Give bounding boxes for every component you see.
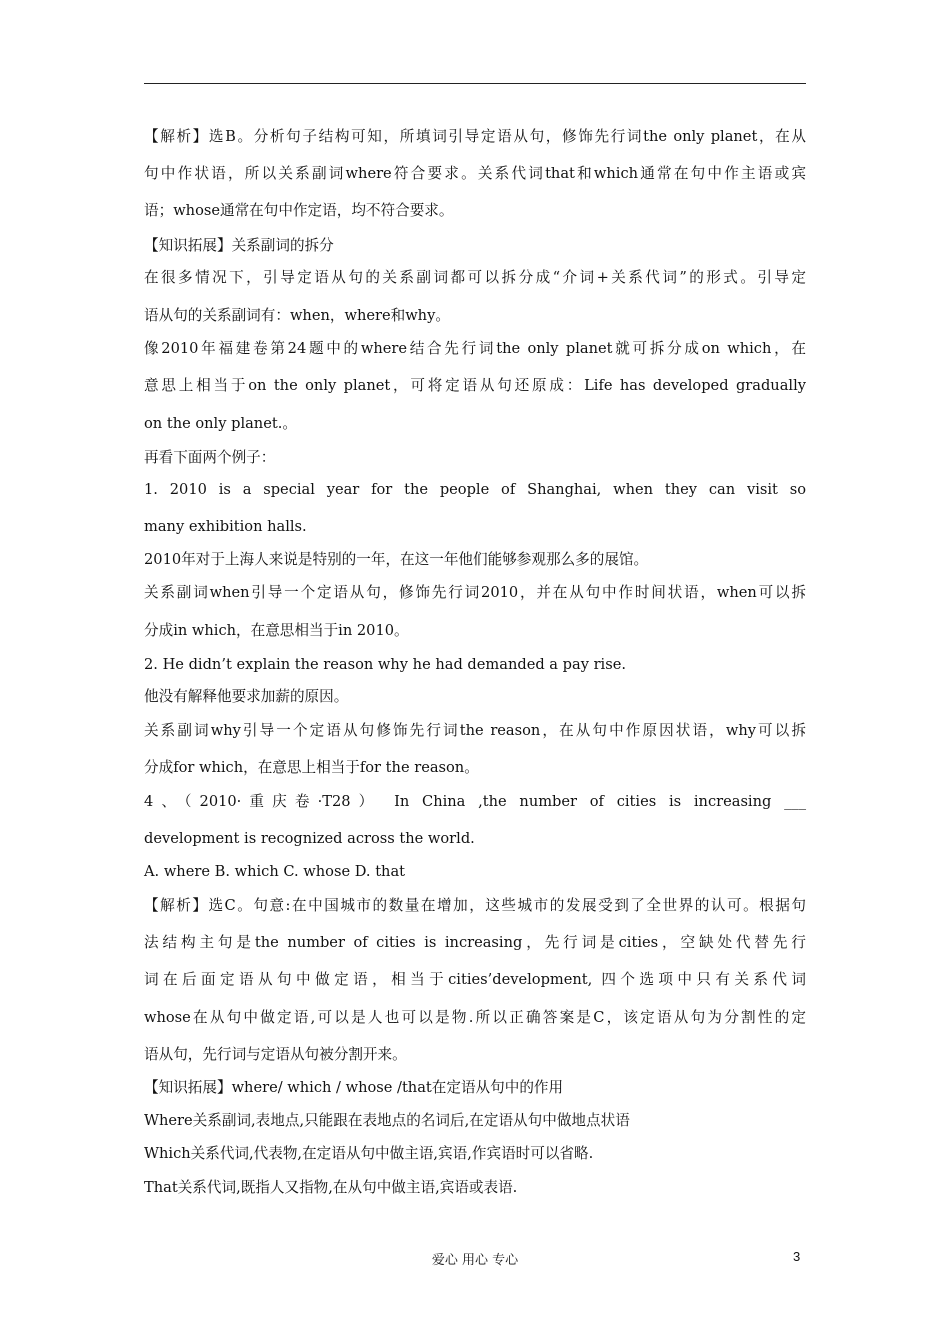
text-line: Which关系代词,代表物,在定语从句中做主语,宾语,作宾语时可以省略.: [144, 1145, 594, 1162]
footer-motto: 爱心 用心 专心: [431, 1253, 519, 1268]
text-line: 【知识拓展】关系副词的拆分: [144, 237, 334, 254]
text-line: whose在从句中做定语,可以是人也可以是物.所以正确答案是C，该定语从句为分割性的定: [144, 1009, 806, 1026]
text-line: 在很多情况下，引导定语从句的关系副词都可以拆分成“介词+关系代词”的形式。引导定: [144, 269, 806, 286]
text-line: 语从句，先行词与定语从句被分割开来。: [144, 1046, 407, 1063]
text-line: 【解析】选B。分析句子结构可知，所填词引导定语从句，修饰先行词the only planet，在从: [144, 128, 806, 145]
text-line: Where关系副词,表地点,只能跟在表地点的名词后,在定语从句中做地点状语: [144, 1112, 630, 1129]
text-line: 语；whose通常在句中作定语，均不符合要求。: [144, 202, 454, 219]
text-line: 【知识拓展】where/ which / whose /that在定语从句中的作用: [144, 1079, 564, 1096]
page-number: 3: [793, 1249, 801, 1264]
text-line: 法结构主句是the number of cities is increasing，先行词是cities，空缺处代替先行: [144, 934, 806, 951]
text-line: 【解析】选C。句意:在中国城市的数量在增加，这些城市的发展受到了全世界的认可。根据句: [144, 897, 806, 914]
text-line: 他没有解释他要求加薪的原因。: [144, 688, 349, 705]
text-line: 语从句的关系副词有：when，where和why。: [144, 307, 450, 324]
text-line: 关系副词why引导一个定语从句修饰先行词the reason，在从句中作原因状语，why可以拆: [144, 722, 806, 739]
text-line: 关系副词when引导一个定语从句，修饰先行词2010，并在从句中作时间状语，when可以拆: [144, 584, 806, 601]
text-line: A. where B. which C. whose D. that: [144, 863, 406, 880]
text-line: 2010年对于上海人来说是特别的一年，在这一年他们能够参观那么多的展馆。: [144, 551, 649, 568]
text-line: 像2010年福建卷第24题中的where结合先行词the only planet就可拆分成on which，在: [144, 340, 806, 357]
text-line: development is recognized across the world.: [144, 830, 475, 847]
text-line: 意思上相当于on the only planet，可将定语从句还原成：Life has developed gradually: [144, 377, 806, 394]
text-line: 4、（2010·重庆卷·T28） In China ,the number of cities is increasing ___: [144, 793, 806, 810]
text-line: on the only planet.。: [144, 415, 297, 432]
text-line: 1. 2010 is a special year for the people of Shanghai, when they can visit so: [144, 481, 806, 498]
text-line: 分成in which，在意思相当于in 2010。: [144, 622, 409, 639]
text-line: 词在后面定语从句中做定语，相当于cities’development, 四个选项中只有关系代词: [144, 971, 806, 988]
text-line: 再看下面两个例子：: [144, 449, 276, 466]
header-rule: [144, 83, 806, 84]
text-line: 句中作状语，所以关系副词where符合要求。关系代词that和which通常在句中作主语或宾: [144, 165, 806, 182]
text-line: 分成for which，在意思上相当于for the reason。: [144, 759, 479, 776]
text-line: 2. He didn’t explain the reason why he had demanded a pay rise.: [144, 656, 626, 673]
text-line: many exhibition halls.: [144, 518, 307, 535]
text-line: That关系代词,既指人又指物,在从句中做主语,宾语或表语.: [144, 1179, 518, 1196]
